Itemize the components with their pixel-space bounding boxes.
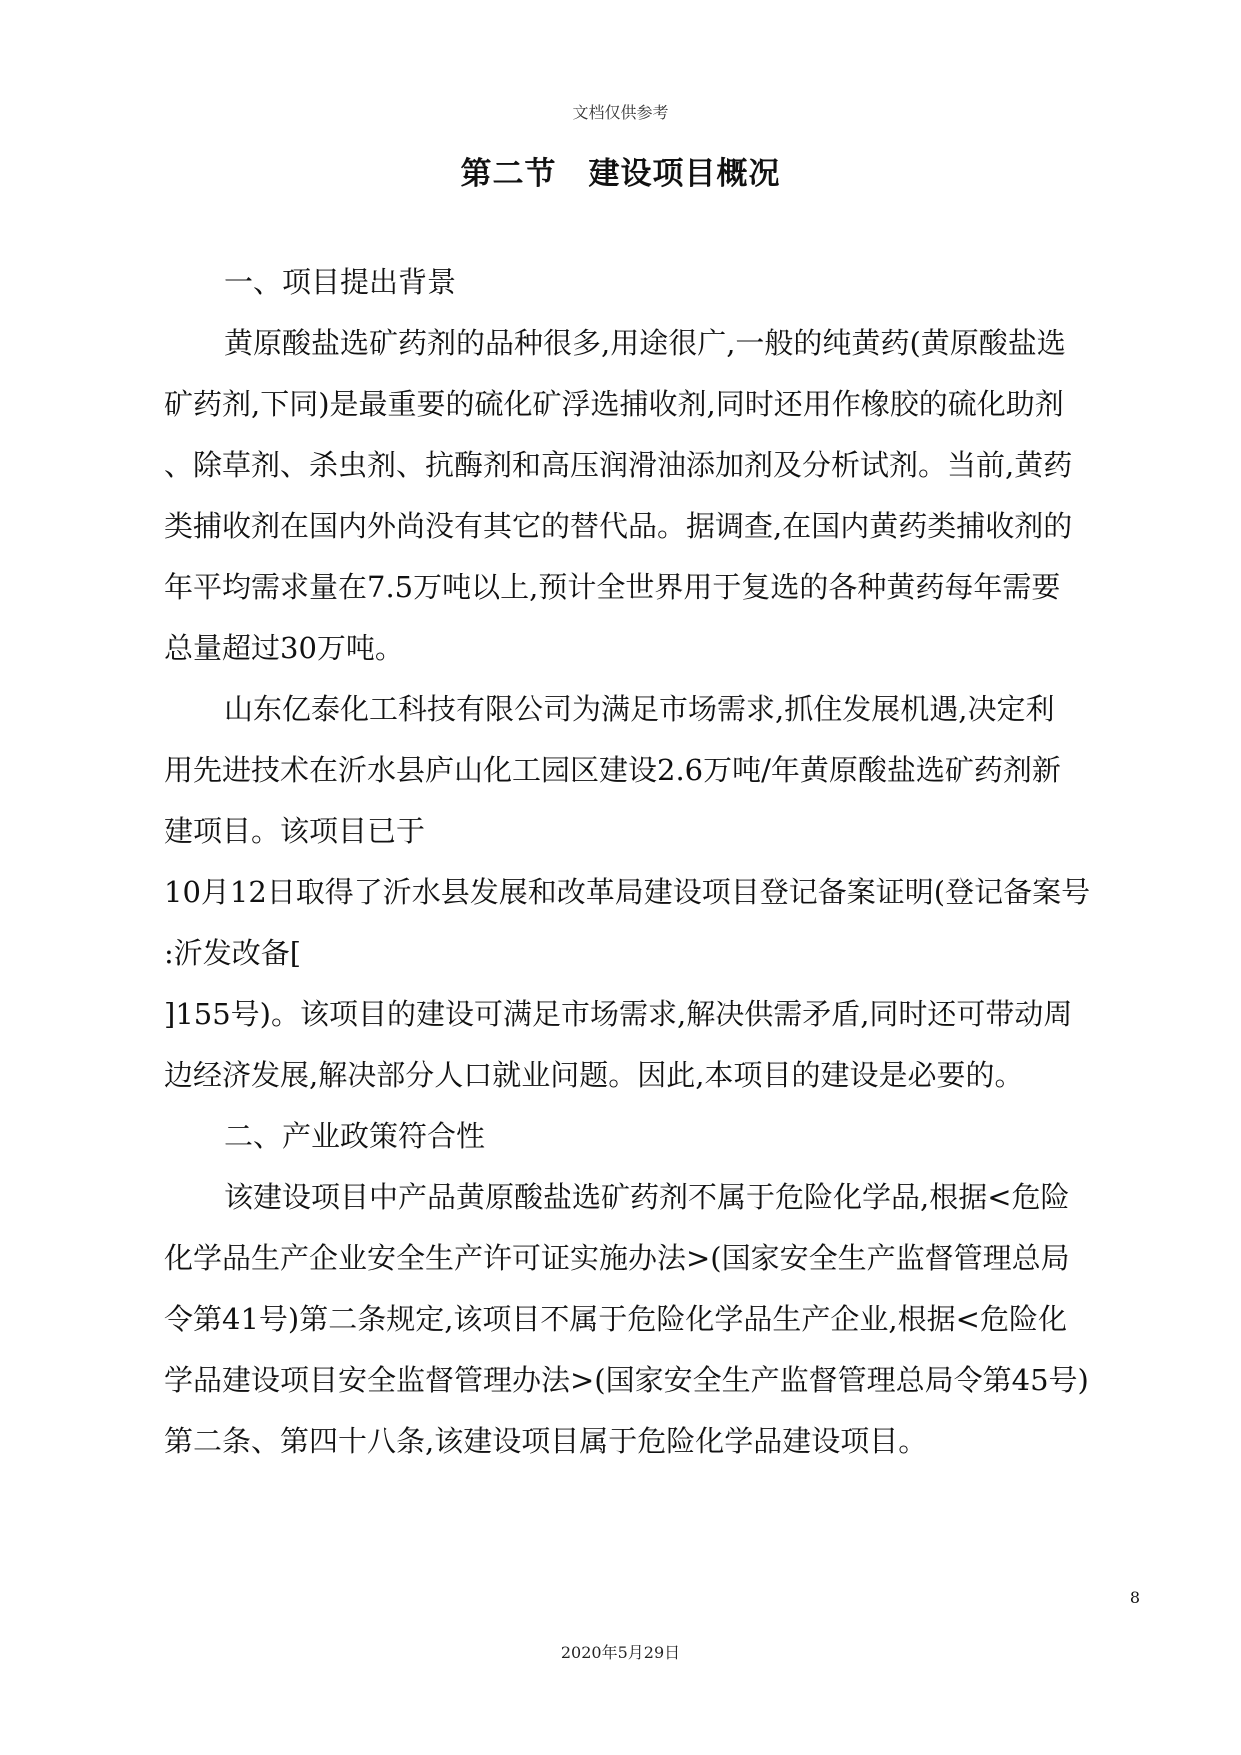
text-line: 年平均需求量在7.5万吨以上,预计全世界用于复选的各种黄药每年需要 [164, 570, 1061, 604]
page-number: 8 [1129, 1588, 1140, 1607]
heading-background: 一、项目提出背景 [224, 265, 457, 299]
text-line: 化学品生产企业安全生产许可证实施办法>(国家安全生产监督管理总局 [164, 1241, 1070, 1275]
text-line: ]155号)。该项目的建设可满足市场需求,解决供需矛盾,同时还可带动周 [164, 997, 1073, 1031]
heading-policy: 二、产业政策符合性 [224, 1119, 486, 1153]
text-line: :沂发改备[ [164, 936, 302, 970]
text-line: 总量超过30万吨。 [164, 631, 404, 665]
text-line: 类捕收剂在国内外尚没有其它的替代品。据调查,在国内黄药类捕收剂的 [164, 509, 1073, 543]
page-footer-date: 2020年5月29日 [560, 1643, 681, 1662]
section-number: 第二节 [460, 156, 557, 192]
text-line: 第二条、第四十八条,该建设项目属于危险化学品建设项目。 [164, 1424, 928, 1458]
text-line: 建项目。该项目已于 [164, 814, 426, 848]
document-body [164, 252, 1112, 1472]
text-line: 学品建设项目安全监督管理办法>(国家安全生产监督管理总局令第45号) [164, 1363, 1089, 1397]
section-title [0, 148, 1241, 193]
text-line: 黄原酸盐选矿药剂的品种很多,用途很广,一般的纯黄药(黄原酸盐选 [224, 326, 1066, 360]
text-line: 矿药剂,下同)是最重要的硫化矿浮选捕收剂,同时还用作橡胶的硫化助剂 [164, 387, 1064, 421]
section-name: 建设项目概况 [588, 156, 781, 192]
page-header: 文档仅供参考 [572, 103, 669, 122]
text-line: 令第41号)第二条规定,该项目不属于危险化学品生产企业,根据<危险化 [164, 1302, 1067, 1336]
text-line: 山东亿泰化工科技有限公司为满足市场需求,抓住发展机遇,决定利 [224, 692, 1055, 726]
text-line: 、除草剂、杀虫剂、抗酶剂和高压润滑油添加剂及分析试剂。当前,黄药 [164, 448, 1073, 482]
text-line: 用先进技术在沂水县庐山化工园区建设2.6万吨/年黄原酸盐选矿药剂新 [164, 753, 1061, 787]
text-line: 边经济发展,解决部分人口就业问题。因此,本项目的建设是必要的。 [164, 1058, 1024, 1092]
text-line: 10月12日取得了沂水县发展和改革局建设项目登记备案证明(登记备案号 [164, 875, 1091, 909]
text-line: 该建设项目中产品黄原酸盐选矿药剂不属于危险化学品,根据<危险 [224, 1180, 1070, 1214]
